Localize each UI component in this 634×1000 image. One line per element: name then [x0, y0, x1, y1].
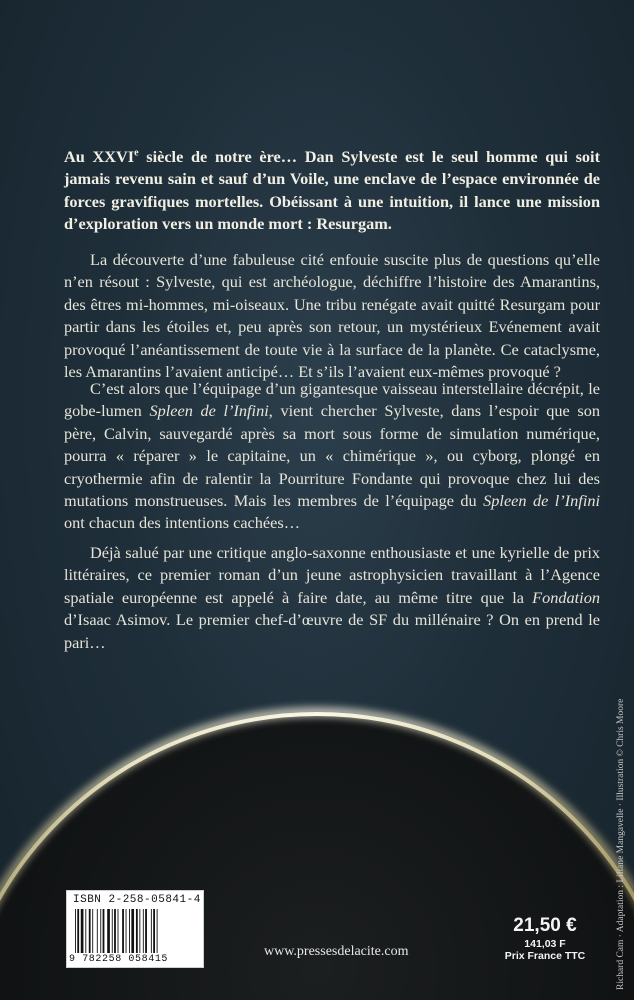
barcode-bar — [77, 909, 79, 953]
barcode-bar — [143, 909, 144, 953]
price-box — [500, 915, 590, 962]
barcode-bar — [131, 909, 134, 953]
barcode-bar — [145, 909, 147, 953]
barcode-bar — [81, 909, 84, 953]
blurb-paragraph-2: C’est alors que l’équipage d’un gigantesque vaisseau interstellaire décrépit, le gobe-lumen Spleen de l’Infini, vient chercher Sylveste, dans l’espoir que son père, Calvin, sauvegardé après sa mort sous forme de simulation numérique, pourra « réparer » le capitaine, un « chimérique », ou cyborg, plongé en cryothermie afin de ralentir la Pourriture Fondante qui provoque chez lui des mutations monstrueuses. Mais les membres de l’équipage du Spleen de l’Infini ont chacun des intentions cachées… — [64, 379, 601, 533]
barcode-bar — [136, 909, 138, 953]
barcode-bar — [151, 909, 152, 953]
barcode-bar — [85, 909, 86, 953]
barcode-bar — [100, 909, 101, 953]
isbn-barcode — [66, 890, 204, 968]
barcode-bar — [97, 909, 98, 953]
isbn-label: ISBN 2-258-05841-4 — [73, 894, 201, 906]
blurb-lead: Au XXVIe siècle de notre ère… Dan Sylveste est le seul homme qui soit jamais revenu sain et sauf d’un Voile, une enclave de l’espace environnée de forces gravifiques mortelles. Obéissant à une intuition, il lance une mission d’exploration vers un monde mort : Resurgam. — [64, 147, 600, 234]
blurb-paragraph-1: La découverte d’une fabuleuse cité enfouie suscite plus de questions qu’elle n’en résout : Sylveste, qui est archéologue, déchiffre l’histoire des Amarantins, des êtres mi-hommes, mi-oiseaux. Une tribu renégate avait quitté Resurgam pour partir dans les étoiles et, peu après son retour, un mystérieux Evénement avait provoqué l’anéantissement de toute vie à la surface de la planète. Ce cataclysme, les Amarantins l’avaient anticipé… Et s’ils l’avaient eux-mêmes provoqué ? — [64, 250, 600, 382]
barcode-bar — [157, 909, 158, 953]
barcode-bar — [107, 909, 110, 953]
barcode-bar — [139, 909, 140, 953]
publisher-website: www.pressesdelacite.com — [264, 944, 409, 959]
barcode-bar — [129, 909, 130, 953]
barcode-bar — [103, 909, 105, 953]
price-label: Prix France TTC — [504, 950, 586, 962]
barcode-bar — [112, 909, 113, 953]
price-euro: 21,50 € — [513, 915, 577, 936]
barcode-bar — [153, 909, 155, 953]
barcode-bar — [92, 909, 93, 953]
barcode-bar — [114, 909, 116, 953]
barcode-bar — [75, 909, 76, 953]
barcode-bar — [89, 909, 91, 953]
price-franc: 141,03 F — [524, 938, 566, 950]
barcode-bar — [126, 909, 127, 953]
barcode-bar — [118, 909, 119, 953]
illustration-credit: Richard Cam · Adaptation : Liliane Mangavelle · Illustration © Chris Moore — [616, 698, 626, 990]
barcode-number: 9 782258 058415 — [69, 954, 169, 965]
blurb-paragraph-3: Déjà salué par une critique anglo-saxonne enthousiaste et une kyrielle de prix littéraires, ce premier roman d’un jeune astrophysicien travaillant à l’Agence spatiale européenne est appelé à faire date, au même titre que la Fondation d’Isaac Asimov. Le premier chef-d’œuvre de SF du millénaire ? On en prend le pari… — [64, 543, 600, 652]
barcode-bars — [73, 909, 197, 953]
barcode-bar — [122, 909, 124, 953]
